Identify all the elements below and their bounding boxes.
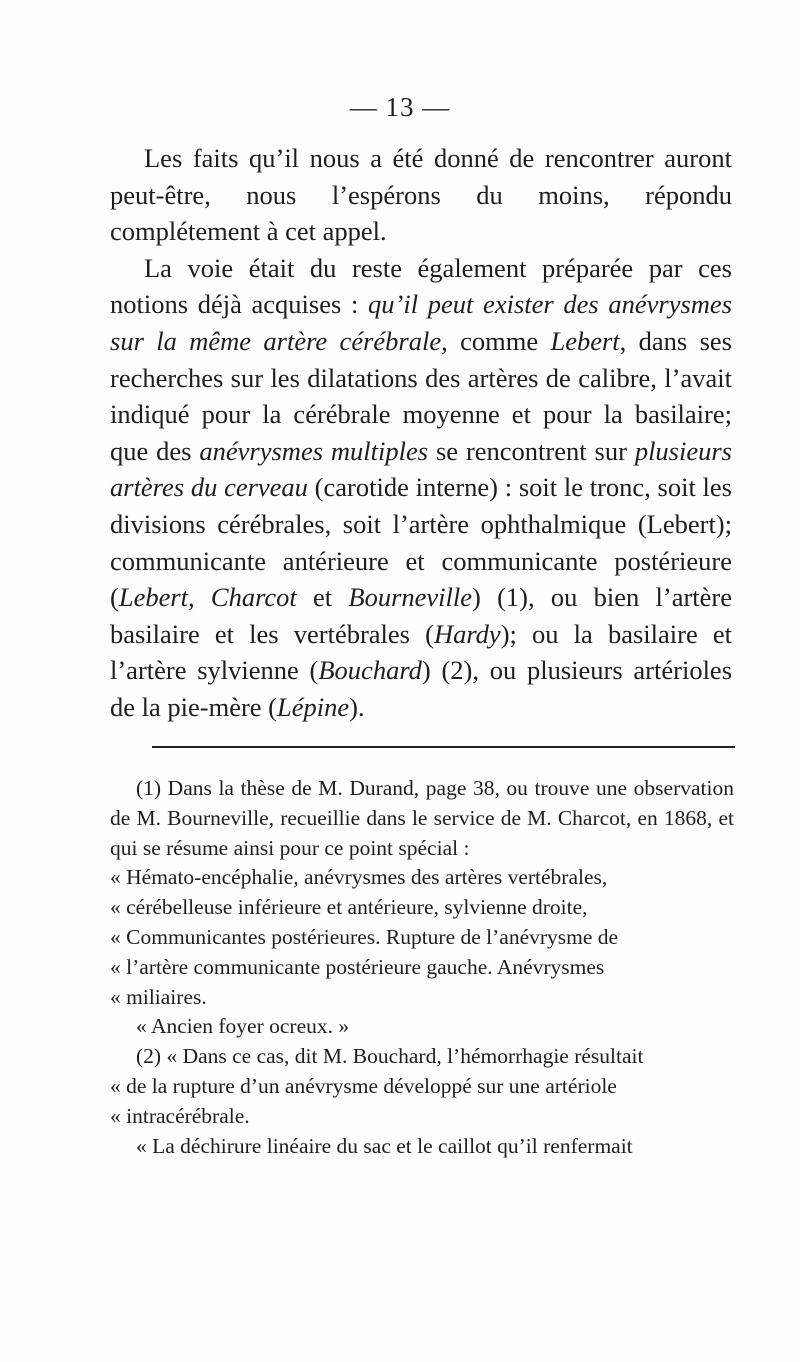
footnote-1-quote-line: « Hémato-encéphalie, anévrysmes des artères vertébrales, (110, 865, 608, 890)
footnote-1: (1) Dans la thèse de M. Durand, page 38, ou trouve une observation de M. Bourneville, recueillie dans le service de M. Charcot, en 1868, et qui se résume ainsi pour ce point spécial : (110, 776, 734, 860)
footnotes (110, 774, 734, 1161)
footnote-1-quote-line: « Ancien foyer ocreux. » (136, 1014, 350, 1039)
text-run: ). (349, 691, 365, 722)
footnote-2-quote-line: « de la rupture d’un anévrysme développé sur une artériole (110, 1073, 617, 1098)
page-number: — 13 — (349, 92, 451, 122)
italic-run: qu’il peut exister des anévrysmes sur la même artère cérébrale (110, 289, 733, 356)
text-run: ) (2), ou plusieurs artérioles de la pie-mère ( (110, 655, 733, 722)
footnote-1-quote-line: « Communicantes postérieures. Rupture de l’anévrysme de (110, 924, 619, 949)
footnote-2-quote-line: « La déchirure linéaire du sac et le caillot qu’il renfermait (136, 1133, 633, 1158)
italic-run: Bourneville (348, 582, 473, 613)
text-run: ) (1), ou bien l’artère basilaire et les vertébrales ( (110, 582, 732, 649)
italic-run: Hardy (433, 618, 501, 649)
footnote-1-quote-line: « l’artère communicante postérieure gauche. Anévrysmes (110, 954, 605, 979)
text-run: se rencontrent sur (428, 435, 635, 466)
text-run: ); ou la basilaire et l’artère sylvienne ( (110, 618, 732, 686)
footnote-2-quote-line: « intracérébrale. (110, 1103, 250, 1128)
footnote-divider (152, 746, 735, 748)
italic-run: plusieurs artères du cerveau (110, 435, 732, 503)
italic-run: Lebert, Charcot (118, 582, 297, 613)
italic-run: anévrysmes multiples (199, 435, 429, 466)
italic-run: Lebert (550, 325, 620, 356)
paragraph-2 (110, 250, 732, 726)
paragraph-1: Les faits qu’il nous a été donné de rencontrer auront peut-être, nous l’espérons du moins, répondu complétement à cet appel. (110, 143, 732, 247)
text-run: La voie était du reste également préparée par ces notions déjà acquises : (110, 252, 732, 320)
text-run: et (296, 582, 349, 613)
footnote-2: (2) « Dans ce cas, dit M. Bouchard, l’hémorrhagie résultait (136, 1044, 644, 1069)
italic-run: Lépine (277, 691, 350, 722)
text-run: (carotide interne) : soit le tronc, soit les divisions cérébrales, soit l’artère ophthalmique (Lebert); communicante antérieure et communicante postérieure ( (110, 472, 732, 613)
italic-run: Bouchard (318, 655, 422, 686)
footnote-1-quote-line: « cérébelleuse inférieure et antérieure, sylvienne droite, (110, 895, 588, 920)
text-run: , comme (441, 325, 551, 356)
main-text (110, 140, 732, 726)
text-run: , dans ses recherches sur les dilatations des artères de calibre, l’avait indiqué pour la cérébrale moyenne et pour la basilaire; que des (110, 325, 732, 466)
footnote-1-quote-line: « miliaires. (110, 984, 207, 1009)
